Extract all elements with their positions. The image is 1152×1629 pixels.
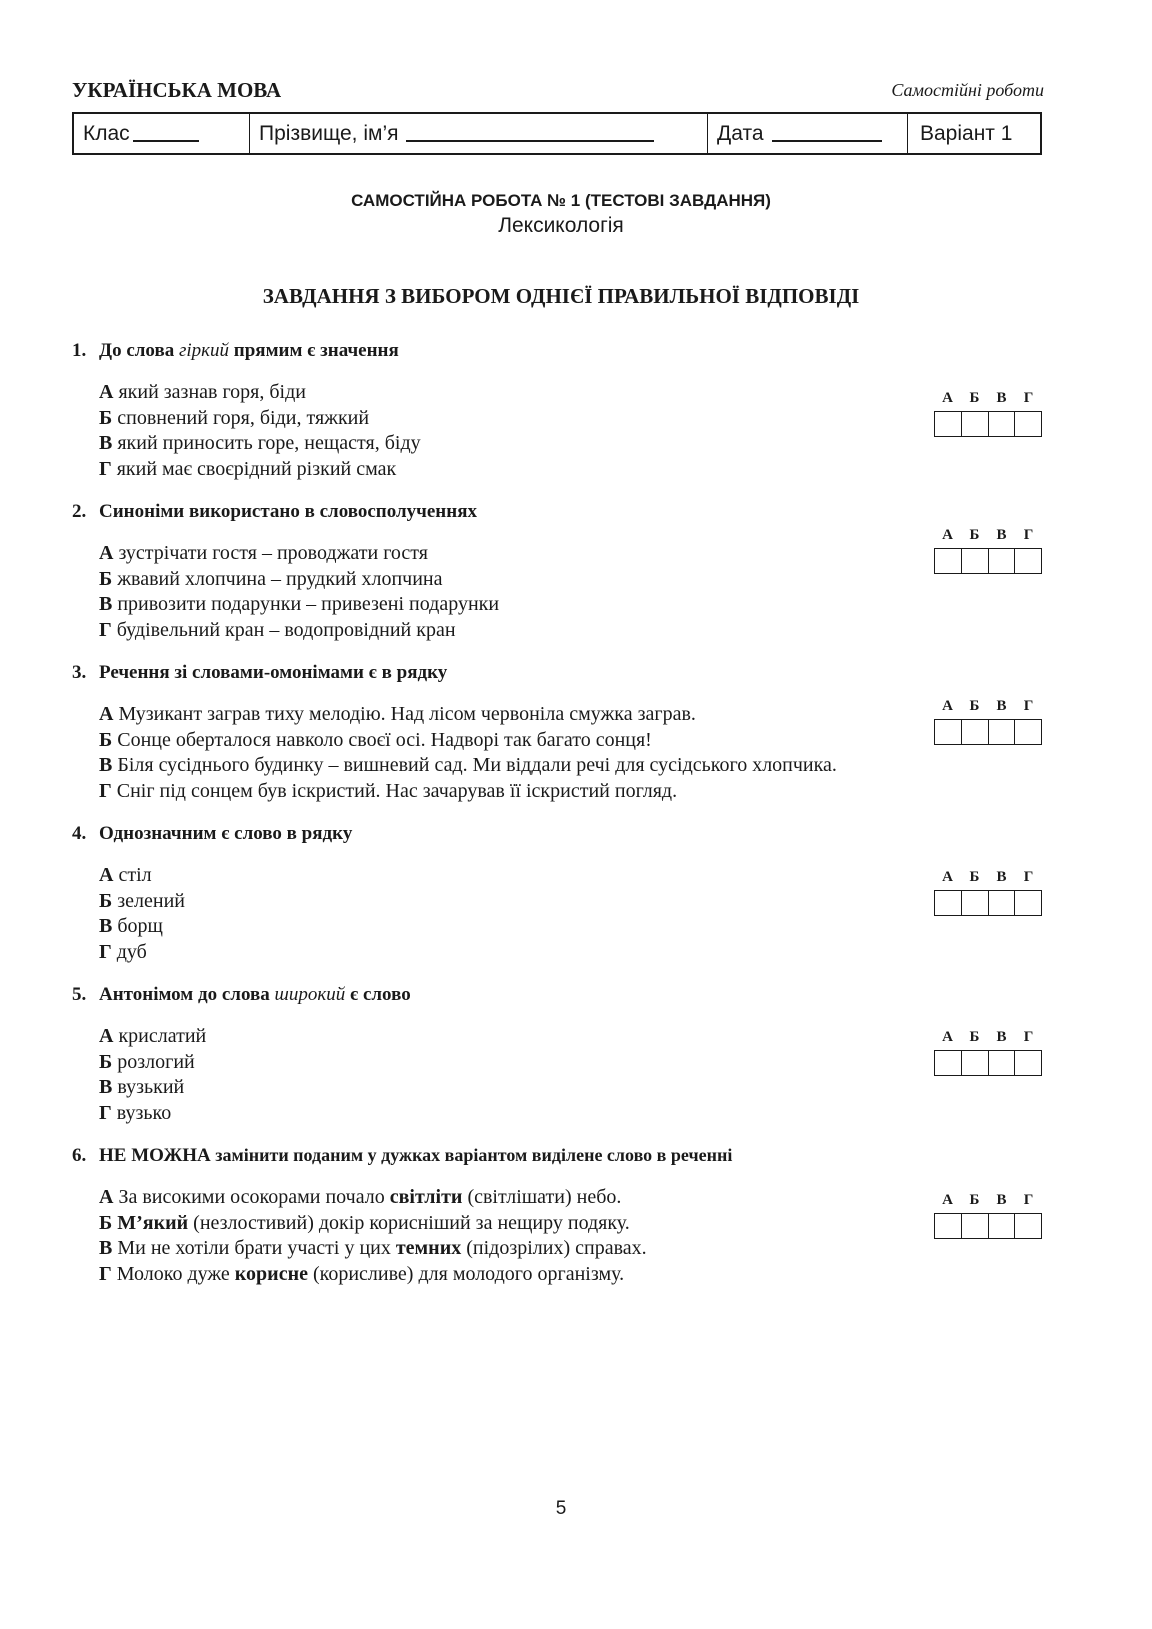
work-topic: Лексикологія <box>498 214 624 237</box>
answer-box[interactable] <box>935 720 962 744</box>
answer-box[interactable] <box>1015 1214 1041 1238</box>
answer-box[interactable] <box>989 549 1016 573</box>
question-3-heading: 3. Речення зі словами-омонімами є в рядку <box>72 662 448 683</box>
answer-box[interactable] <box>962 549 989 573</box>
name-label: Прізвище, ім’я <box>259 121 399 145</box>
option-b: Б сповнений горя, біди, тяжкий <box>99 406 370 429</box>
answer-grid-2: А Б В Г <box>934 527 1044 574</box>
answer-grid-5: А Б В Г <box>934 1029 1044 1076</box>
question-3-options <box>99 702 837 804</box>
subject-title: УКРАЇНСЬКА МОВА <box>72 78 282 102</box>
question-6-options <box>99 1185 647 1287</box>
option-a: А зустрічати гостя – проводжати гостя <box>99 542 428 564</box>
question-4-options <box>99 863 185 965</box>
option-g: Г будівельний кран – водопровідний кран <box>99 618 456 641</box>
option-b: Б розлогий <box>99 1050 195 1073</box>
name-blank <box>406 126 654 142</box>
variant-label: Варіант 1 <box>920 121 1013 145</box>
answer-box[interactable] <box>935 891 962 915</box>
student-info-table <box>72 112 1042 155</box>
class-label: Клас <box>83 121 130 145</box>
option-b: Б М’який (незлостивий) докір корисніший за нещиру подяку. <box>99 1211 630 1234</box>
answer-box[interactable] <box>1015 891 1041 915</box>
answer-grid-3: А Б В Г <box>934 698 1044 745</box>
answer-box[interactable] <box>962 412 989 436</box>
question-2-heading: 2. Синоніми використано в словосполученнях <box>72 501 477 522</box>
option-b: Б Сонце оберталося навколо своєї осі. Надворі так багато сонця! <box>99 728 652 751</box>
option-a: А Музикант заграв тиху мелодію. Над лісом червоніла смужка заграв. <box>99 703 696 725</box>
answer-box[interactable] <box>935 412 962 436</box>
answer-box[interactable] <box>935 1051 962 1075</box>
answer-box[interactable] <box>1015 412 1041 436</box>
answer-box[interactable] <box>1015 549 1041 573</box>
option-b: Б жвавий хлопчина – прудкий хлопчина <box>99 567 443 590</box>
name-cell[interactable] <box>250 114 708 153</box>
answer-box[interactable] <box>962 891 989 915</box>
class-cell[interactable] <box>74 114 250 153</box>
answer-box[interactable] <box>935 1214 962 1238</box>
work-title: САМОСТІЙНА РОБОТА № 1 (ТЕСТОВІ ЗАВДАННЯ) <box>351 191 771 210</box>
option-a: А стіл <box>99 864 152 886</box>
date-label: Дата <box>717 121 764 145</box>
series-title: Самостійні роботи <box>891 80 1044 100</box>
option-v: В Ми не хотіли брати участі у цих темних (підозрілих) справах. <box>99 1237 647 1259</box>
answer-box[interactable] <box>962 720 989 744</box>
question-5-heading: 5. Антонімом до слова широкий є слово <box>72 984 411 1005</box>
option-g: Г дуб <box>99 940 147 963</box>
answer-box[interactable] <box>989 891 1016 915</box>
answer-box[interactable] <box>962 1214 989 1238</box>
question-5-options <box>99 1024 206 1126</box>
option-a: А крислатий <box>99 1025 207 1047</box>
option-a: А який зазнав горя, біди <box>99 381 306 403</box>
answer-box[interactable] <box>989 1051 1016 1075</box>
question-4-heading: 4. Однозначним є слово в рядку <box>72 823 353 844</box>
answer-box[interactable] <box>989 720 1016 744</box>
section-title: ЗАВДАННЯ З ВИБОРОМ ОДНІЄЇ ПРАВИЛЬНОЇ ВІДПОВІДІ <box>262 284 860 308</box>
question-1-options <box>99 380 421 482</box>
option-g: Г Молоко дуже корисне (корисливе) для молодого організму. <box>99 1262 625 1285</box>
option-v: В борщ <box>99 915 163 937</box>
answer-grid-1: А Б В Г <box>934 390 1044 437</box>
class-blank <box>133 126 199 142</box>
option-v: В вузький <box>99 1076 185 1098</box>
option-g: Г Сніг під сонцем був іскристий. Нас зачарував її іскристий погляд. <box>99 779 678 802</box>
page-number: 5 <box>555 1498 567 1519</box>
answer-box[interactable] <box>989 1214 1016 1238</box>
option-b: Б зелений <box>99 889 185 912</box>
question-6-heading: 6. НЕ МОЖНА замінити поданим у дужках варіантом виділене слово в реченні <box>72 1145 733 1166</box>
answer-box[interactable] <box>1015 1051 1041 1075</box>
answer-box[interactable] <box>962 1051 989 1075</box>
option-v: В Біля сусіднього будинку – вишневий сад. Ми віддали речі для сусідського хлопчика. <box>99 754 837 776</box>
option-a: А За високими осокорами почало світліти (світлішати) небо. <box>99 1186 622 1208</box>
answer-box[interactable] <box>989 412 1016 436</box>
option-v: В який приносить горе, нещастя, біду <box>99 432 421 454</box>
date-blank <box>772 126 882 142</box>
answer-box[interactable] <box>935 549 962 573</box>
variant-cell <box>908 114 1040 153</box>
answer-grid-4: А Б В Г <box>934 869 1044 916</box>
question-2-options <box>99 541 499 643</box>
answer-grid-6: А Б В Г <box>934 1192 1044 1239</box>
option-g: Г вузько <box>99 1101 172 1124</box>
date-cell[interactable] <box>708 114 908 153</box>
option-v: В привозити подарунки – привезені подарунки <box>99 593 500 615</box>
option-g: Г який має своєрідний різкий смак <box>99 457 397 480</box>
question-1-heading: 1. До слова гіркий прямим є значення <box>72 340 399 361</box>
answer-box[interactable] <box>1015 720 1041 744</box>
